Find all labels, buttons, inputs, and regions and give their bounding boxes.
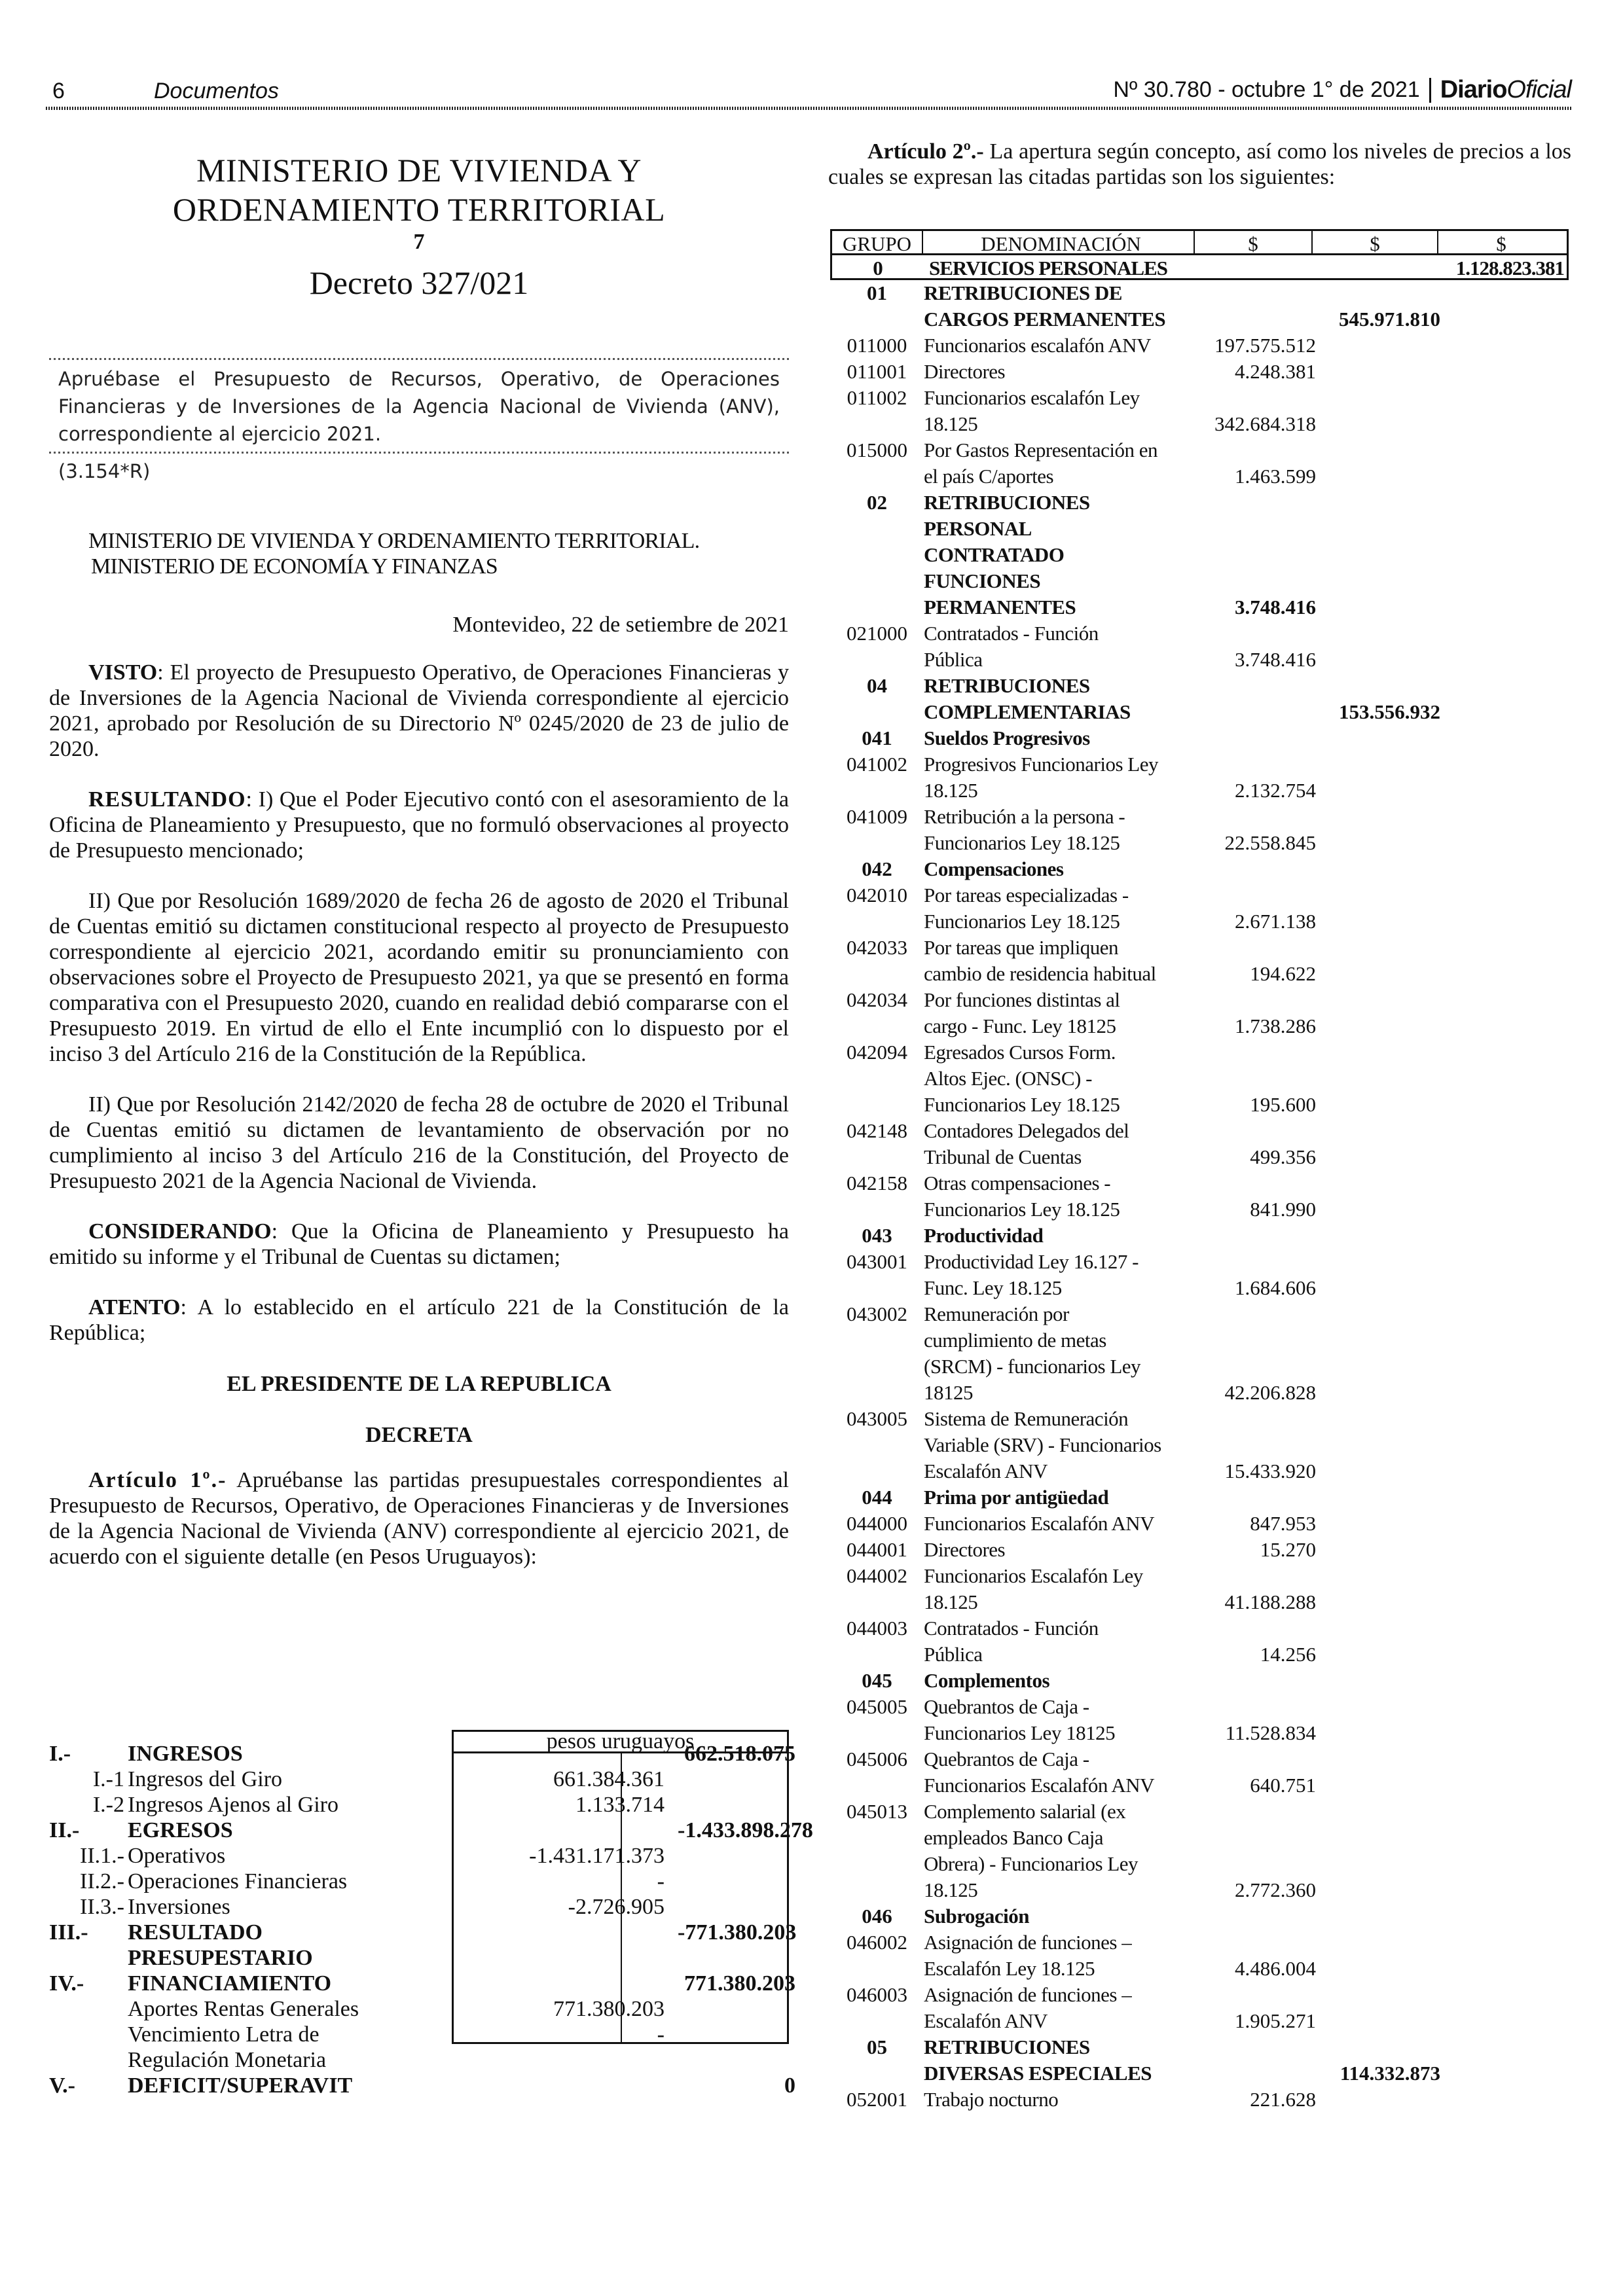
table-row: V.- DEFICIT/SUPERAVIT 0 bbox=[49, 2073, 795, 2098]
table-row: 045005 Quebrantos de Caja - bbox=[847, 1695, 1089, 1718]
visto-paragraph: VISTO: El proyecto de Presupuesto Operativo, de Operaciones Financieras y de Inversiones de la Agencia Nacional de Vivienda correspondiente al ejercicio 2021, aprobado por Resolución de su Directorio Nº 0245/2020 de 23 de julio de 2020. bbox=[49, 660, 789, 761]
table-row: CONTRATADO bbox=[924, 543, 1065, 566]
table-row: 041009 Retribución a la persona - bbox=[847, 805, 1125, 828]
table-row: Escalafón ANV 1.905.271 bbox=[924, 2009, 1316, 2032]
issue-info bbox=[1113, 76, 1571, 104]
table-row: Vencimiento Letra de - bbox=[128, 2022, 665, 2047]
table-row: 043001 Productividad Ley 16.127 - bbox=[847, 1250, 1139, 1273]
table-row: el país C/aportes 1.463.599 bbox=[924, 465, 1316, 488]
table-row: Funcionarios Ley 18.125 195.600 bbox=[924, 1093, 1316, 1116]
article-1: Artículo 1º.- Apruébanse las partidas presupuestales correspondientes al Presupuesto de Recursos, Operativo, de Operaciones Financieras y de Inversiones de la Agencia Nacional de Vivienda (ANV) correspondiente al ejercicio 2021, de acuerdo con el siguiente detalle (en Pesos Uruguayos): bbox=[49, 1468, 789, 1569]
detail-table-body bbox=[830, 280, 1569, 2113]
table-row: Variable (SRV) - Funcionarios bbox=[924, 1433, 1161, 1456]
table-row: I.-1 Ingresos del Giro 661.384.361 bbox=[92, 1767, 665, 1791]
table-row: empleados Banco Caja bbox=[924, 1826, 1104, 1849]
table-row: CARGOS PERMANENTES 545.971.810 bbox=[924, 308, 1440, 331]
table-row: II.3.- Inversiones -2.726.905 bbox=[80, 1895, 665, 1919]
table-row: 052001 Trabajo nocturno 221.628 bbox=[847, 2088, 1316, 2111]
reference-code: (3.154*R) bbox=[58, 460, 151, 482]
table-row: Regulación Monetaria bbox=[128, 2048, 327, 2072]
table-row: 044000 Funcionarios Escalafón ANV 847.953 bbox=[847, 1512, 1316, 1535]
detail-table bbox=[830, 229, 1569, 2113]
table-row: 042158 Otras compensaciones - bbox=[847, 1172, 1111, 1194]
table-row: I.- INGRESOS 662.518.075 bbox=[49, 1742, 795, 1766]
table-row: Aportes Rentas Generales 771.380.203 bbox=[128, 1997, 665, 2021]
table-row: II.2.- Operaciones Financieras - bbox=[80, 1869, 665, 1893]
table-row: 042033 Por tareas que impliquen bbox=[847, 936, 1119, 959]
considerando-paragraph: CONSIDERANDO: Que la Oficina de Planeamiento y Presupuesto ha emitido su informe y el Tribunal de Cuentas su dictamen; bbox=[49, 1219, 789, 1269]
left-column bbox=[49, 151, 789, 1570]
col-header-denominacion: DENOMINACIÓN bbox=[923, 231, 1195, 253]
table-row: 041002 Progresivos Funcionarios Ley bbox=[847, 753, 1158, 776]
table-row: 046002 Asignación de funciones – bbox=[847, 1931, 1132, 1954]
resultando-paragraph-1: RESULTANDO: I) Que el Poder Ejecutivo contó con el asesoramiento de la Oficina de Planeamiento y Presupuesto, que no formuló observaciones al proyecto de Presupuesto mencionado; bbox=[49, 787, 789, 863]
atento-paragraph: ATENTO: A lo establecido en el artículo 221 de la Constitución de la República; bbox=[49, 1295, 789, 1345]
item-number: 7 bbox=[413, 230, 425, 254]
resultando-paragraph-2: II) Que por Resolución 1689/2020 de fecha 26 de agosto de 2020 el Tribunal de Cuentas emitió su dictamen constitucional respecto al proyecto de Presupuesto correspondiente al ejercicio 2021, acordando emitir su pronunciamiento con observaciones sobre el Proyecto de Presupuesto 2021, ya que se presentó en forma comparativa con el Presupuesto 2020, cuando en realidad debió compararse con el Presupuesto 2019. En virtud de ello el Ente incumplió con lo dispuesto por el inciso 3 del Artículo 216 de la Constitución de la República. bbox=[49, 889, 789, 1066]
table-row: III.- RESULTADO -771.380.203 bbox=[49, 1920, 797, 1945]
table-row: 045006 Quebrantos de Caja - bbox=[847, 1748, 1089, 1770]
table-row: Funcionarios Ley 18125 11.528.834 bbox=[924, 1721, 1316, 1744]
table-row: 042094 Egresados Cursos Form. bbox=[847, 1041, 1116, 1064]
table-row: 18.125 2.772.360 bbox=[924, 1878, 1316, 1901]
table-row: II.- EGRESOS -1.433.898.278 bbox=[49, 1818, 813, 1842]
table-row: 043002 Remuneración por bbox=[847, 1302, 1069, 1325]
table-row: 042010 Por tareas especializadas - bbox=[847, 884, 1129, 906]
table-row: 042 Compensaciones bbox=[862, 857, 1064, 880]
header-separator bbox=[1429, 78, 1431, 103]
table-row: 18.125 342.684.318 bbox=[924, 412, 1316, 435]
page-header bbox=[46, 73, 1571, 106]
brand-logo: DiarioOficial bbox=[1440, 76, 1571, 103]
section-name: Documentos bbox=[154, 79, 279, 103]
table-row-total: 0 SERVICIOS PERSONALES 1.128.823.381 bbox=[830, 255, 1569, 280]
col-header-grupo: GRUPO bbox=[832, 231, 923, 253]
table-row: IV.- FINANCIAMIENTO 771.380.203 bbox=[49, 1971, 795, 1996]
issuers: MINISTERIO DE VIVIENDA Y ORDENAMIENTO TERRITORIAL. MINISTERIO DE ECONOMÍA Y FINANZAS bbox=[88, 529, 700, 579]
table-row: Funcionarios Escalafón ANV 640.751 bbox=[924, 1774, 1316, 1797]
table-row: COMPLEMENTARIAS 153.556.932 bbox=[924, 700, 1440, 723]
table-row: 044 Prima por antigüedad bbox=[862, 1486, 1109, 1509]
table-row: Pública 3.748.416 bbox=[924, 648, 1316, 671]
table-row: 015000 Por Gastos Representación en bbox=[847, 439, 1158, 461]
header-rule bbox=[46, 107, 1571, 110]
right-column bbox=[828, 139, 1571, 190]
col-header-amount-3: $ bbox=[1496, 232, 1506, 255]
table-row: 044001 Directores 15.270 bbox=[847, 1538, 1316, 1561]
table-row: 044003 Contratados - Función bbox=[847, 1617, 1099, 1640]
issue-number-date: Nº 30.780 - octubre 1° de 2021 bbox=[1113, 77, 1420, 102]
table-row: 18.125 41.188.288 bbox=[924, 1590, 1316, 1613]
col-header-amount-2: $ bbox=[1313, 231, 1438, 253]
currency-caption: pesos uruguayos bbox=[454, 1732, 787, 1753]
table-row: 04 RETRIBUCIONES bbox=[867, 674, 1090, 697]
table-row: 043005 Sistema de Remuneración bbox=[847, 1407, 1129, 1430]
table-row: cumplimiento de metas bbox=[924, 1329, 1106, 1352]
table-row: 046 Subrogación bbox=[862, 1905, 1030, 1928]
table-row: 046003 Asignación de funciones – bbox=[847, 1983, 1132, 2006]
summary-table bbox=[49, 1741, 813, 2098]
ministry-title: MINISTERIO DE VIVIENDA Y ORDENAMIENTO TERRITORIAL bbox=[172, 152, 666, 228]
table-row: Funcionarios Ley 18.125 841.990 bbox=[924, 1198, 1316, 1221]
table-row: Func. Ley 18.125 1.684.606 bbox=[924, 1276, 1316, 1299]
table-row: Funcionarios Ley 18.125 22.558.845 bbox=[924, 831, 1316, 854]
table-row: 011002 Funcionarios escalafón Ley bbox=[847, 386, 1140, 409]
decreta-heading: DECRETA bbox=[365, 1423, 473, 1447]
table-row: 045 Complementos bbox=[862, 1669, 1050, 1692]
decree-summary: Apruébase el Presupuesto de Recursos, Operativo, de Operaciones Financieras y de Inversiones de la Agencia Nacional de Vivienda (ANV), correspondiente al ejercicio 2021. bbox=[58, 368, 780, 445]
resultando-paragraph-3: II) Que por Resolución 2142/2020 de fecha 28 de octubre de 2020 el Tribunal de Cuentas emitió su dictamen de levantamiento de observación por no cumplimiento al inciso 3 del Artículo 216 de la Constitución, del Proyecto de Presupuesto 2021 de la Agencia Nacional de Vivienda. bbox=[49, 1092, 789, 1193]
table-row: Tribunal de Cuentas 499.356 bbox=[924, 1145, 1316, 1168]
table-row: 045013 Complemento salarial (ex bbox=[847, 1800, 1126, 1823]
table-row: Funcionarios Ley 18.125 2.671.138 bbox=[924, 910, 1316, 933]
table-row: Pública 14.256 bbox=[924, 1643, 1316, 1666]
table-row: PERMANENTES 3.748.416 bbox=[924, 596, 1316, 619]
table-row: 18.125 2.132.754 bbox=[924, 779, 1316, 802]
table-row: 043 Productividad bbox=[862, 1224, 1044, 1247]
table-row: 01 RETRIBUCIONES DE bbox=[867, 281, 1122, 304]
table-row: PRESUPESTARIO bbox=[128, 1946, 313, 1970]
page-number: 6 bbox=[52, 79, 65, 103]
table-row: 011001 Directores 4.248.381 bbox=[847, 360, 1316, 383]
table-row: 044002 Funcionarios Escalafón Ley bbox=[847, 1564, 1143, 1587]
table-row: 05 RETRIBUCIONES bbox=[867, 2036, 1090, 2058]
presidente-heading: EL PRESIDENTE DE LA REPUBLICA bbox=[227, 1372, 611, 1396]
table-row: PERSONAL bbox=[924, 517, 1032, 540]
table-row: 011000 Funcionarios escalafón ANV 197.575.512 bbox=[847, 334, 1316, 357]
article-2: Artículo 2º.- La apertura según concepto, así como los niveles de precios a los cuales se expresan las citadas partidas son los siguientes: bbox=[828, 139, 1572, 189]
table-row: Escalafón ANV 15.433.920 bbox=[924, 1460, 1316, 1482]
table-row: 021000 Contratados - Función bbox=[847, 622, 1099, 645]
table-row: I.-2 Ingresos Ajenos al Giro 1.133.714 bbox=[92, 1793, 665, 1817]
place-date: Montevideo, 22 de setiembre de 2021 bbox=[452, 613, 789, 637]
table-row: 18125 42.206.828 bbox=[924, 1381, 1316, 1404]
table-row: Obrera) - Funcionarios Ley bbox=[924, 1852, 1139, 1875]
table-row: 02 RETRIBUCIONES bbox=[867, 491, 1090, 514]
table-row: DIVERSAS ESPECIALES 114.332.873 bbox=[924, 2062, 1440, 2085]
decree-title: Decreto 327/021 bbox=[309, 264, 529, 301]
table-row: 041 Sueldos Progresivos bbox=[862, 726, 1090, 749]
table-row: Altos Ejec. (ONSC) - bbox=[924, 1067, 1092, 1090]
table-row: (SRCM) - funcionarios Ley bbox=[924, 1355, 1141, 1378]
table-row: 042148 Contadores Delegados del bbox=[847, 1119, 1129, 1142]
table-row: cargo - Func. Ley 18125 1.738.286 bbox=[924, 1014, 1316, 1037]
table-row: Escalafón Ley 18.125 4.486.004 bbox=[924, 1957, 1316, 1980]
table-row: cambio de residencia habitual 194.622 bbox=[924, 962, 1316, 985]
col-header-amount-1: $ bbox=[1195, 231, 1313, 253]
table-row: 042034 Por funciones distintas al bbox=[847, 988, 1120, 1011]
table-row: II.1.- Operativos -1.431.171.373 bbox=[80, 1844, 665, 1868]
table-row: FUNCIONES bbox=[924, 569, 1041, 592]
detail-table-header bbox=[830, 229, 1569, 255]
